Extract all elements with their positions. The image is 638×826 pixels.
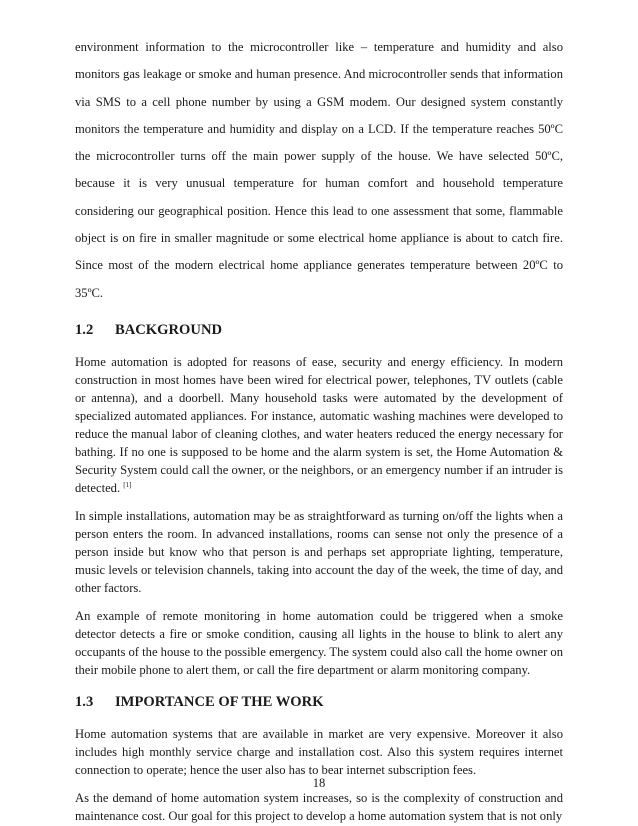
- section-number: 1.3: [75, 693, 94, 710]
- intro-paragraph: environment information to the microcontroller like – temperature and humidity and also monitors gas leakage or smoke and human presence. And microcontroller sends that information via SMS to a cell phone number by using a GSM modem. Our designed system constantly monitors the temperature and humidity and display on a LCD. If the temperature reaches 50ºC the microcontroller turns off the main power supply of the house. We have selected 50ºC, because it is very unusual temperature for human comfort and household temperature considering our geographical position. Hence this lead to one assessment that some, flammable object is on fire in smaller magnitude or some electrical home appliance is about to catch fire. Since most of the modern electrical home appliance generates temperature between 20ºC to 35ºC.: [75, 40, 563, 300]
- page-content: [75, 34, 563, 825]
- citation-reference: [1]: [123, 480, 132, 489]
- background-paragraph-1-text: Home automation is adopted for reasons of ease, security and energy efficiency. In modern construction in most homes have been wired for electrical power, telephones, TV outlets (cable or antenna), and a doorbell. Many household tasks were automated by the development of specialized automated appliances. For instance, automatic washing machines were developed to reduce the manual labor of cleaning clothes, and water heaters reduced the energy necessary for bathing. If no one is supposed to be home and the alarm system is set, the Home Automation & Security System could call the owner, or the neighbors, or an emergency number if an intruder is detected.: [75, 354, 563, 495]
- background-paragraph-2: In simple installations, automation may be as straightforward as turning on/off the lights when a person enters the room. In advanced installations, rooms can sense not only the presence of a person inside but know who that person is and perhaps set appropriate lighting, temperature, music levels or television channels, taking into account the day of the week, the time of day, and other factors.: [75, 508, 563, 595]
- section-title: BACKGROUND: [115, 321, 223, 338]
- background-paragraph-3: An example of remote monitoring in home automation could be triggered when a smoke detector detects a fire or smoke condition, causing all lights in the house to blink to alert any occupants of the house to the possible emergency. The system could also call the home owner on their mobile phone to alert them, or call the fire department or alarm monitoring company.: [75, 608, 564, 677]
- importance-paragraph-1: Home automation systems that are available in market are very expensive. Moreover it also includes high monthly service charge and installation cost. Also this system requires internet connection to operate; hence the user also has to bear internet subscription fees.: [75, 726, 563, 777]
- section-heading-importance: [75, 691, 563, 713]
- section-title: IMPORTANCE OF THE WORK: [115, 693, 324, 710]
- importance-paragraph-2: As the demand of home automation system increases, so is the complexity of construction and maintenance cost. Our goal for this project to develop a home automation system that is not only: [75, 790, 563, 823]
- page-number: 18: [312, 776, 326, 790]
- background-paragraph-1: [75, 353, 563, 497]
- section-heading-background: [75, 319, 563, 341]
- section-number: 1.2: [75, 321, 94, 338]
